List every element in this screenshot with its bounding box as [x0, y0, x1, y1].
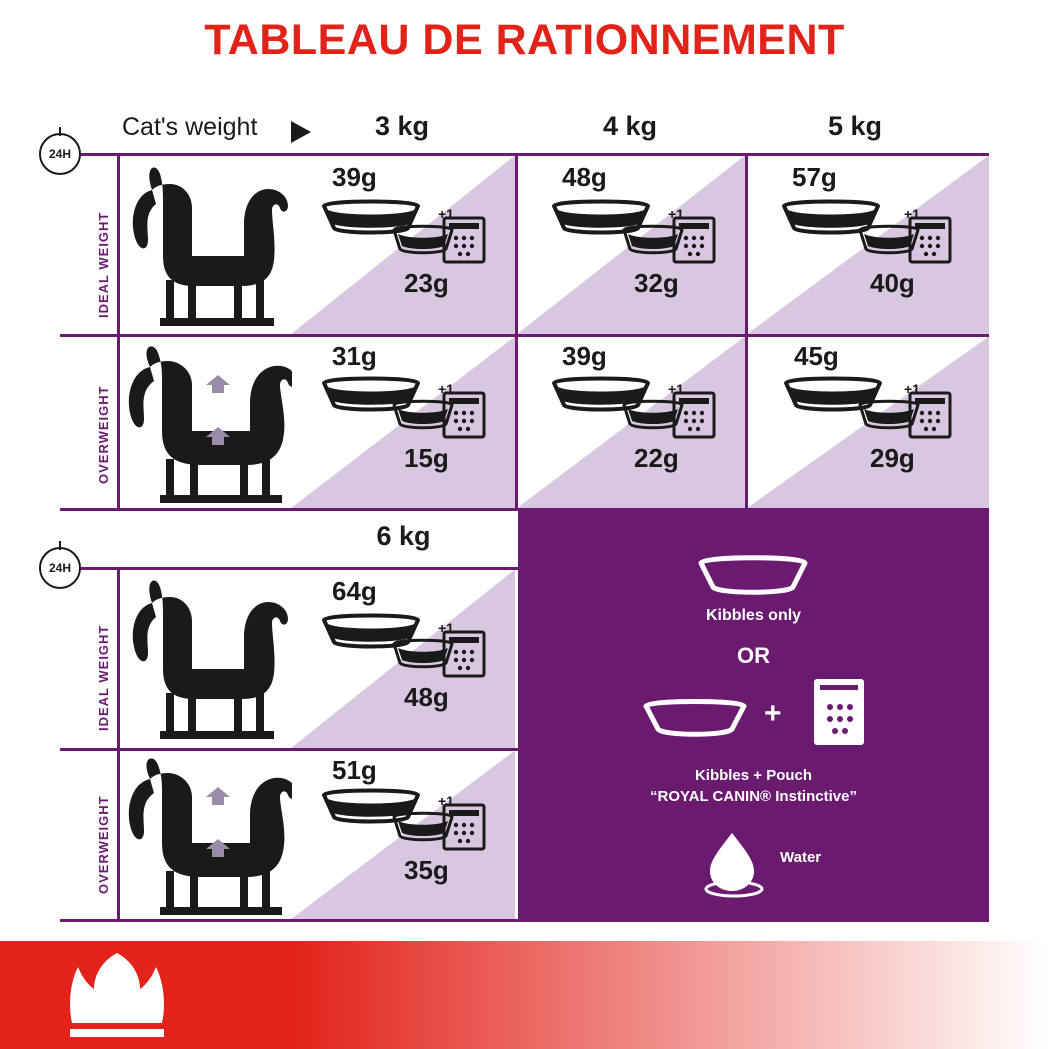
brand-bar — [0, 941, 1049, 1049]
cell-ideal-5kg — [748, 156, 989, 334]
pouch-icon — [906, 389, 954, 441]
pouch-icon — [670, 214, 718, 266]
column-header-4kg: 4 kg — [602, 111, 658, 141]
value-kibbles-overweight-6kg: 51g — [332, 755, 377, 785]
column-header-3kg: 3 kg — [374, 111, 430, 141]
legend-or: OR — [737, 643, 770, 668]
cell-overweight-3kg — [292, 337, 515, 508]
pouch-white-icon — [808, 673, 870, 751]
legend-plus: + — [764, 697, 782, 730]
plus-label-ideal-5kg: +1 — [904, 206, 920, 222]
pouch-icon — [440, 628, 488, 680]
badge-24h-top: 24H — [39, 133, 81, 175]
cat-silhouette-overweight-top — [120, 341, 310, 507]
pouch-icon — [440, 214, 488, 266]
value-kibbles-ideal-3kg: 39g — [332, 162, 377, 192]
cell-overweight-4kg — [518, 337, 745, 508]
plus-label-overweight-4kg: +1 — [668, 381, 684, 397]
cell-ideal-4kg — [518, 156, 745, 334]
legend-water: Water — [780, 849, 822, 866]
cell-ideal-3kg — [292, 156, 515, 334]
plus-label-overweight-5kg: +1 — [904, 381, 920, 397]
cats-weight-label: Cat's weight — [122, 113, 258, 141]
legend-kibbles-only: Kibbles only — [705, 607, 802, 624]
feeding-table — [48, 105, 989, 925]
bowl-outline-icon — [640, 697, 750, 741]
value-pouch-overweight-4kg: 22g — [634, 443, 679, 473]
pouch-icon — [670, 389, 718, 441]
value-pouch-overweight-6kg: 35g — [404, 855, 449, 885]
value-kibbles-ideal-4kg: 48g — [562, 162, 607, 192]
plus-label-ideal-4kg: +1 — [668, 206, 684, 222]
column-header-6kg: 6 kg — [376, 521, 431, 551]
value-pouch-ideal-6kg: 48g — [404, 682, 449, 712]
pouch-icon — [906, 214, 954, 266]
value-kibbles-overweight-4kg: 39g — [562, 341, 607, 371]
royal-canin-crown-logo — [62, 949, 172, 1041]
row-label-overweight-top: OVERWEIGHT — [96, 385, 111, 484]
row-label-overweight-bottom: OVERWEIGHT — [96, 795, 111, 895]
value-kibbles-overweight-5kg: 45g — [794, 341, 839, 371]
legend-kibbles-pouch-line2: “ROYAL CANIN® Instinctive” — [650, 788, 857, 805]
column-header-5kg: 5 kg — [827, 111, 883, 141]
legend-panel — [518, 511, 989, 922]
value-pouch-overweight-5kg: 29g — [870, 443, 915, 473]
row-label-ideal-top: IDEAL WEIGHT — [96, 211, 111, 319]
legend-kibbles-pouch-line1: Kibbles + Pouch — [694, 767, 813, 784]
cell-overweight-5kg — [748, 337, 989, 508]
badge-24h-bottom: 24H — [39, 547, 81, 589]
value-pouch-overweight-3kg: 15g — [404, 443, 449, 473]
value-pouch-ideal-4kg: 32g — [634, 268, 679, 298]
plus-label-ideal-3kg: +1 — [438, 206, 454, 222]
cat-silhouette-ideal-bottom — [122, 573, 302, 745]
page-title: TABLEAU DE RATIONNEMENT — [204, 16, 845, 64]
pouch-icon — [440, 389, 488, 441]
value-kibbles-ideal-6kg: 64g — [332, 576, 377, 606]
bowl-outline-icon — [693, 553, 813, 599]
row-label-ideal-bottom: IDEAL WEIGHT — [96, 624, 111, 732]
value-pouch-ideal-5kg: 40g — [870, 268, 915, 298]
water-drop-icon — [688, 829, 778, 899]
plus-label-overweight-6kg: +1 — [438, 793, 454, 809]
plus-label-overweight-3kg: +1 — [438, 381, 454, 397]
value-pouch-ideal-3kg: 23g — [404, 268, 449, 298]
value-kibbles-overweight-3kg: 31g — [332, 341, 377, 371]
table-bottom-bottom-rule — [60, 919, 518, 922]
cell-ideal-6kg — [292, 570, 515, 748]
cat-silhouette-ideal-top — [122, 160, 302, 332]
cell-overweight-6kg — [292, 751, 515, 919]
pouch-icon — [440, 801, 488, 853]
cat-silhouette-overweight-bottom — [120, 753, 310, 919]
plus-label-ideal-6kg: +1 — [438, 620, 454, 636]
value-kibbles-ideal-5kg: 57g — [792, 162, 837, 192]
